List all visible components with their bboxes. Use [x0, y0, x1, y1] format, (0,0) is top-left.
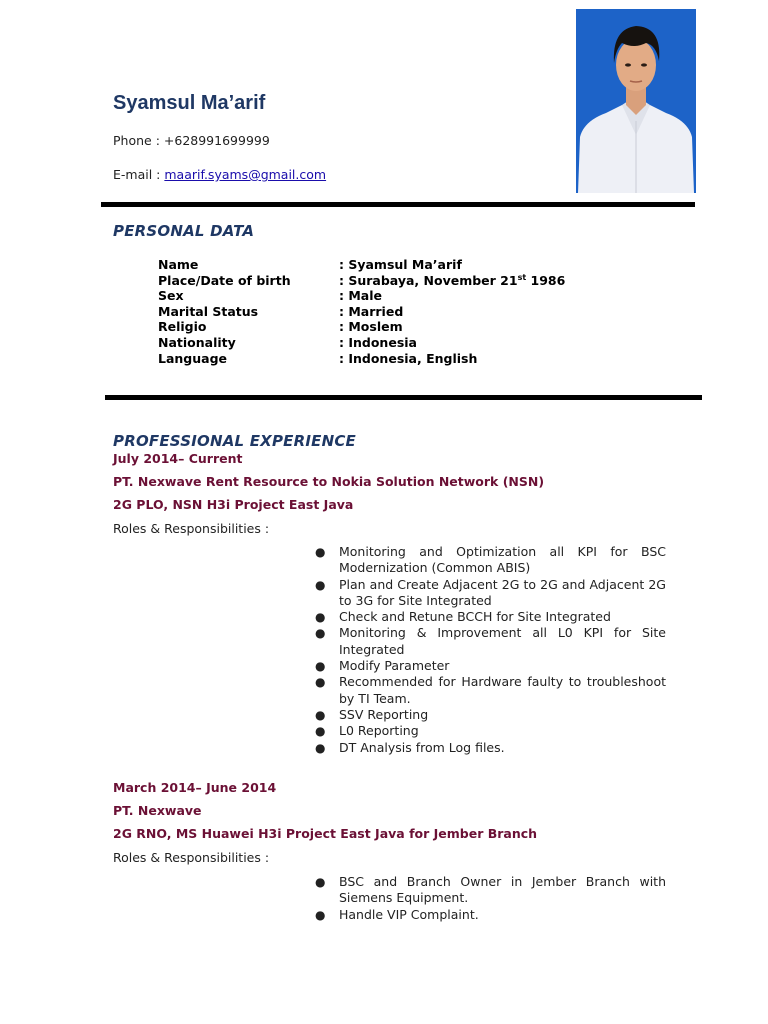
experience-title: PROFESSIONAL EXPERIENCE [113, 432, 356, 450]
field-label: Name [158, 257, 199, 272]
list-item-text: BSC and Branch Owner in Jember Branch with Siemens Equipment. [339, 874, 666, 906]
phone-label: Phone : [113, 133, 164, 148]
list-item [315, 907, 666, 923]
list-item [315, 740, 666, 756]
field-value: : Syamsul Ma’arif [339, 257, 462, 272]
field-label: Place/Date of birth [158, 272, 291, 288]
field-label: Language [158, 350, 228, 366]
job-company: PT. Nexwave [113, 803, 202, 818]
field-value: : Married [339, 303, 404, 319]
list-item [315, 874, 666, 907]
list-item [315, 609, 666, 625]
bullet-icon: ● [315, 875, 326, 889]
field-value: : Indonesia [339, 334, 417, 350]
birth-value: : Surabaya, November 21 [339, 272, 518, 288]
field-label: Marital Status [158, 303, 259, 319]
list-item [315, 658, 666, 674]
list-item-text: SSV Reporting [339, 706, 429, 722]
field-value: : Male [339, 288, 382, 304]
list-item [315, 707, 666, 723]
bullet-icon: ● [315, 610, 326, 625]
list-item [315, 674, 666, 707]
candidate-name: Syamsul Ma’arif [113, 92, 266, 114]
field-value: : Indonesia, English [339, 350, 478, 366]
divider-rule [101, 202, 695, 207]
personal-data-row [158, 335, 565, 351]
personal-data-row [158, 288, 565, 304]
bullet-icon: ● [315, 577, 326, 592]
ordinal-suffix: st [517, 272, 527, 282]
personal-data-row [158, 257, 565, 273]
bullet-icon: ● [315, 907, 326, 922]
personal-data-row [158, 273, 565, 289]
email-line [113, 167, 326, 182]
list-item-text: Handle VIP Complaint. [339, 906, 479, 922]
responsibility-list [315, 544, 666, 756]
responsibility-list [315, 874, 666, 923]
divider-rule [105, 395, 702, 400]
list-item-text: Monitoring and Optimization all KPI for BSC Modernization (Common ABIS) [339, 544, 666, 576]
list-item [315, 723, 666, 739]
list-item-text: Check and Retune BCCH for Site Integrated [339, 609, 611, 625]
field-label: Religio [158, 319, 207, 335]
bullet-icon: ● [315, 626, 326, 641]
list-item-text: Monitoring & Improvement all L0 KPI for Site Integrated [339, 625, 666, 657]
personal-data-title: PERSONAL DATA [113, 222, 255, 240]
field-label: Sex [158, 288, 184, 304]
email-label: E-mail : [113, 167, 165, 182]
bullet-icon: ● [315, 707, 326, 722]
list-item [315, 625, 666, 658]
job-position: 2G PLO, NSN H3i Project East Java [113, 497, 354, 512]
list-item [315, 577, 666, 610]
phone-line [113, 133, 270, 148]
bullet-icon: ● [315, 740, 326, 755]
bullet-icon: ● [315, 659, 326, 674]
field-value: : Moslem [339, 319, 403, 335]
field-label: Nationality [158, 334, 236, 350]
phone-number: +628991699999 [163, 133, 270, 148]
personal-data-row [158, 351, 565, 367]
list-item-text: Plan and Create Adjacent 2G to 2G and Adjacent 2G to 3G for Site Integrated [339, 576, 666, 608]
job-period: July 2014– Current [113, 451, 243, 466]
list-item-text: Recommended for Hardware faulty to troubleshoot by TI Team. [339, 674, 666, 706]
bullet-icon: ● [315, 724, 326, 739]
profile-photo [576, 9, 696, 193]
roles-label: Roles & Responsibilities : [113, 850, 270, 865]
email-link[interactable]: maarif.syams@gmail.com [164, 167, 327, 182]
list-item-text: Modify Parameter [339, 658, 450, 674]
birth-year: 1986 [526, 272, 566, 288]
personal-data-table [158, 257, 565, 366]
personal-data-row [158, 319, 565, 335]
field-value [339, 273, 565, 289]
personal-data-row [158, 304, 565, 320]
roles-label: Roles & Responsibilities : [113, 521, 270, 536]
job-period: March 2014– June 2014 [113, 780, 277, 795]
list-item-text: L0 Reporting [339, 723, 419, 739]
bullet-icon: ● [315, 675, 326, 690]
bullet-icon: ● [315, 545, 326, 559]
job-position: 2G RNO, MS Huawei H3i Project East Java for Jember Branch [113, 826, 538, 841]
list-item-text: DT Analysis from Log files. [339, 739, 505, 755]
job-company: PT. Nexwave Rent Resource to Nokia Solution Network (NSN) [113, 474, 545, 489]
person-portrait-icon [576, 9, 696, 193]
list-item [315, 544, 666, 577]
